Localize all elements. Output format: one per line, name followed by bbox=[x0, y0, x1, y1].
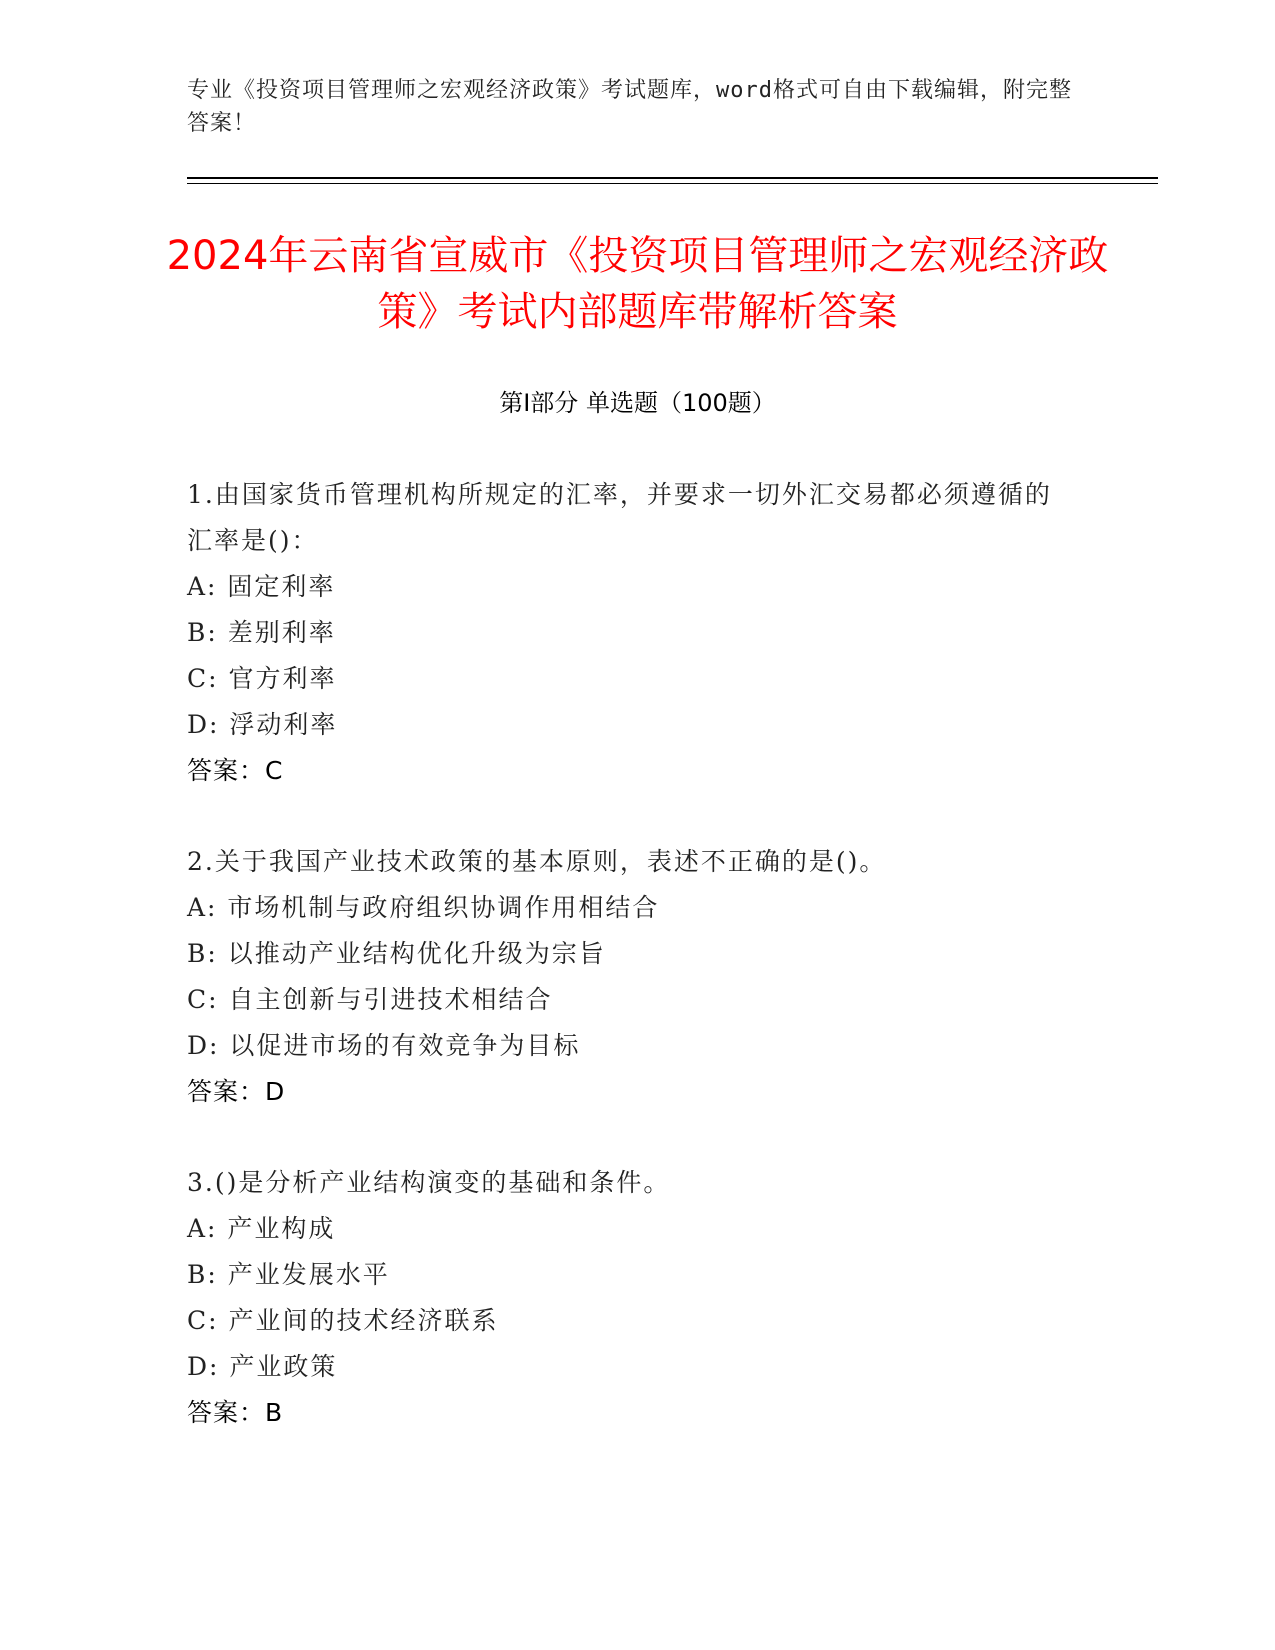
option-d: D: 浮动利率 bbox=[187, 710, 338, 739]
answer-text: 答案：C bbox=[187, 756, 284, 785]
question-1 bbox=[187, 472, 1067, 794]
option-b: B: 以推动产业结构优化升级为宗旨 bbox=[187, 939, 606, 968]
answer-text: 答案：B bbox=[187, 1398, 284, 1427]
option-c: C: 产业间的技术经济联系 bbox=[187, 1306, 499, 1335]
header-note: 专业《投资项目管理师之宏观经济政策》考试题库，word格式可自由下载编辑，附完整答案！ bbox=[187, 78, 1072, 136]
question-list bbox=[187, 472, 1067, 1481]
option-b: B: 产业发展水平 bbox=[187, 1260, 390, 1289]
question-stem: 3.()是分析产业结构演变的基础和条件。 bbox=[187, 1168, 671, 1197]
section-title: 第I部分 单选题（100题） bbox=[499, 389, 776, 417]
answer-text: 答案：D bbox=[187, 1077, 286, 1106]
option-b: B: 差别利率 bbox=[187, 618, 336, 647]
question-3 bbox=[187, 1160, 1067, 1436]
option-a: A: 市场机制与政府组织协调作用相结合 bbox=[187, 893, 660, 922]
option-a: A: 固定利率 bbox=[187, 572, 336, 601]
header-rule-thick bbox=[187, 177, 1158, 179]
option-c: C: 自主创新与引进技术相结合 bbox=[187, 985, 553, 1014]
option-c: C: 官方利率 bbox=[187, 664, 337, 693]
option-d: D: 产业政策 bbox=[187, 1352, 338, 1381]
question-stem: 2.关于我国产业技术政策的基本原则，表述不正确的是()。 bbox=[187, 847, 887, 876]
question-stem: 1.由国家货币管理机构所规定的汇率，并要求一切外汇交易都必须遵循的汇率是()： bbox=[187, 480, 1052, 555]
document-title: 2024年云南省宣威市《投资项目管理师之宏观经济政策》考试内部题库带解析答案 bbox=[166, 233, 1109, 335]
question-2 bbox=[187, 839, 1067, 1115]
option-d: D: 以促进市场的有效竞争为目标 bbox=[187, 1031, 581, 1060]
option-a: A: 产业构成 bbox=[187, 1214, 336, 1243]
header-rule-thin bbox=[187, 183, 1158, 184]
